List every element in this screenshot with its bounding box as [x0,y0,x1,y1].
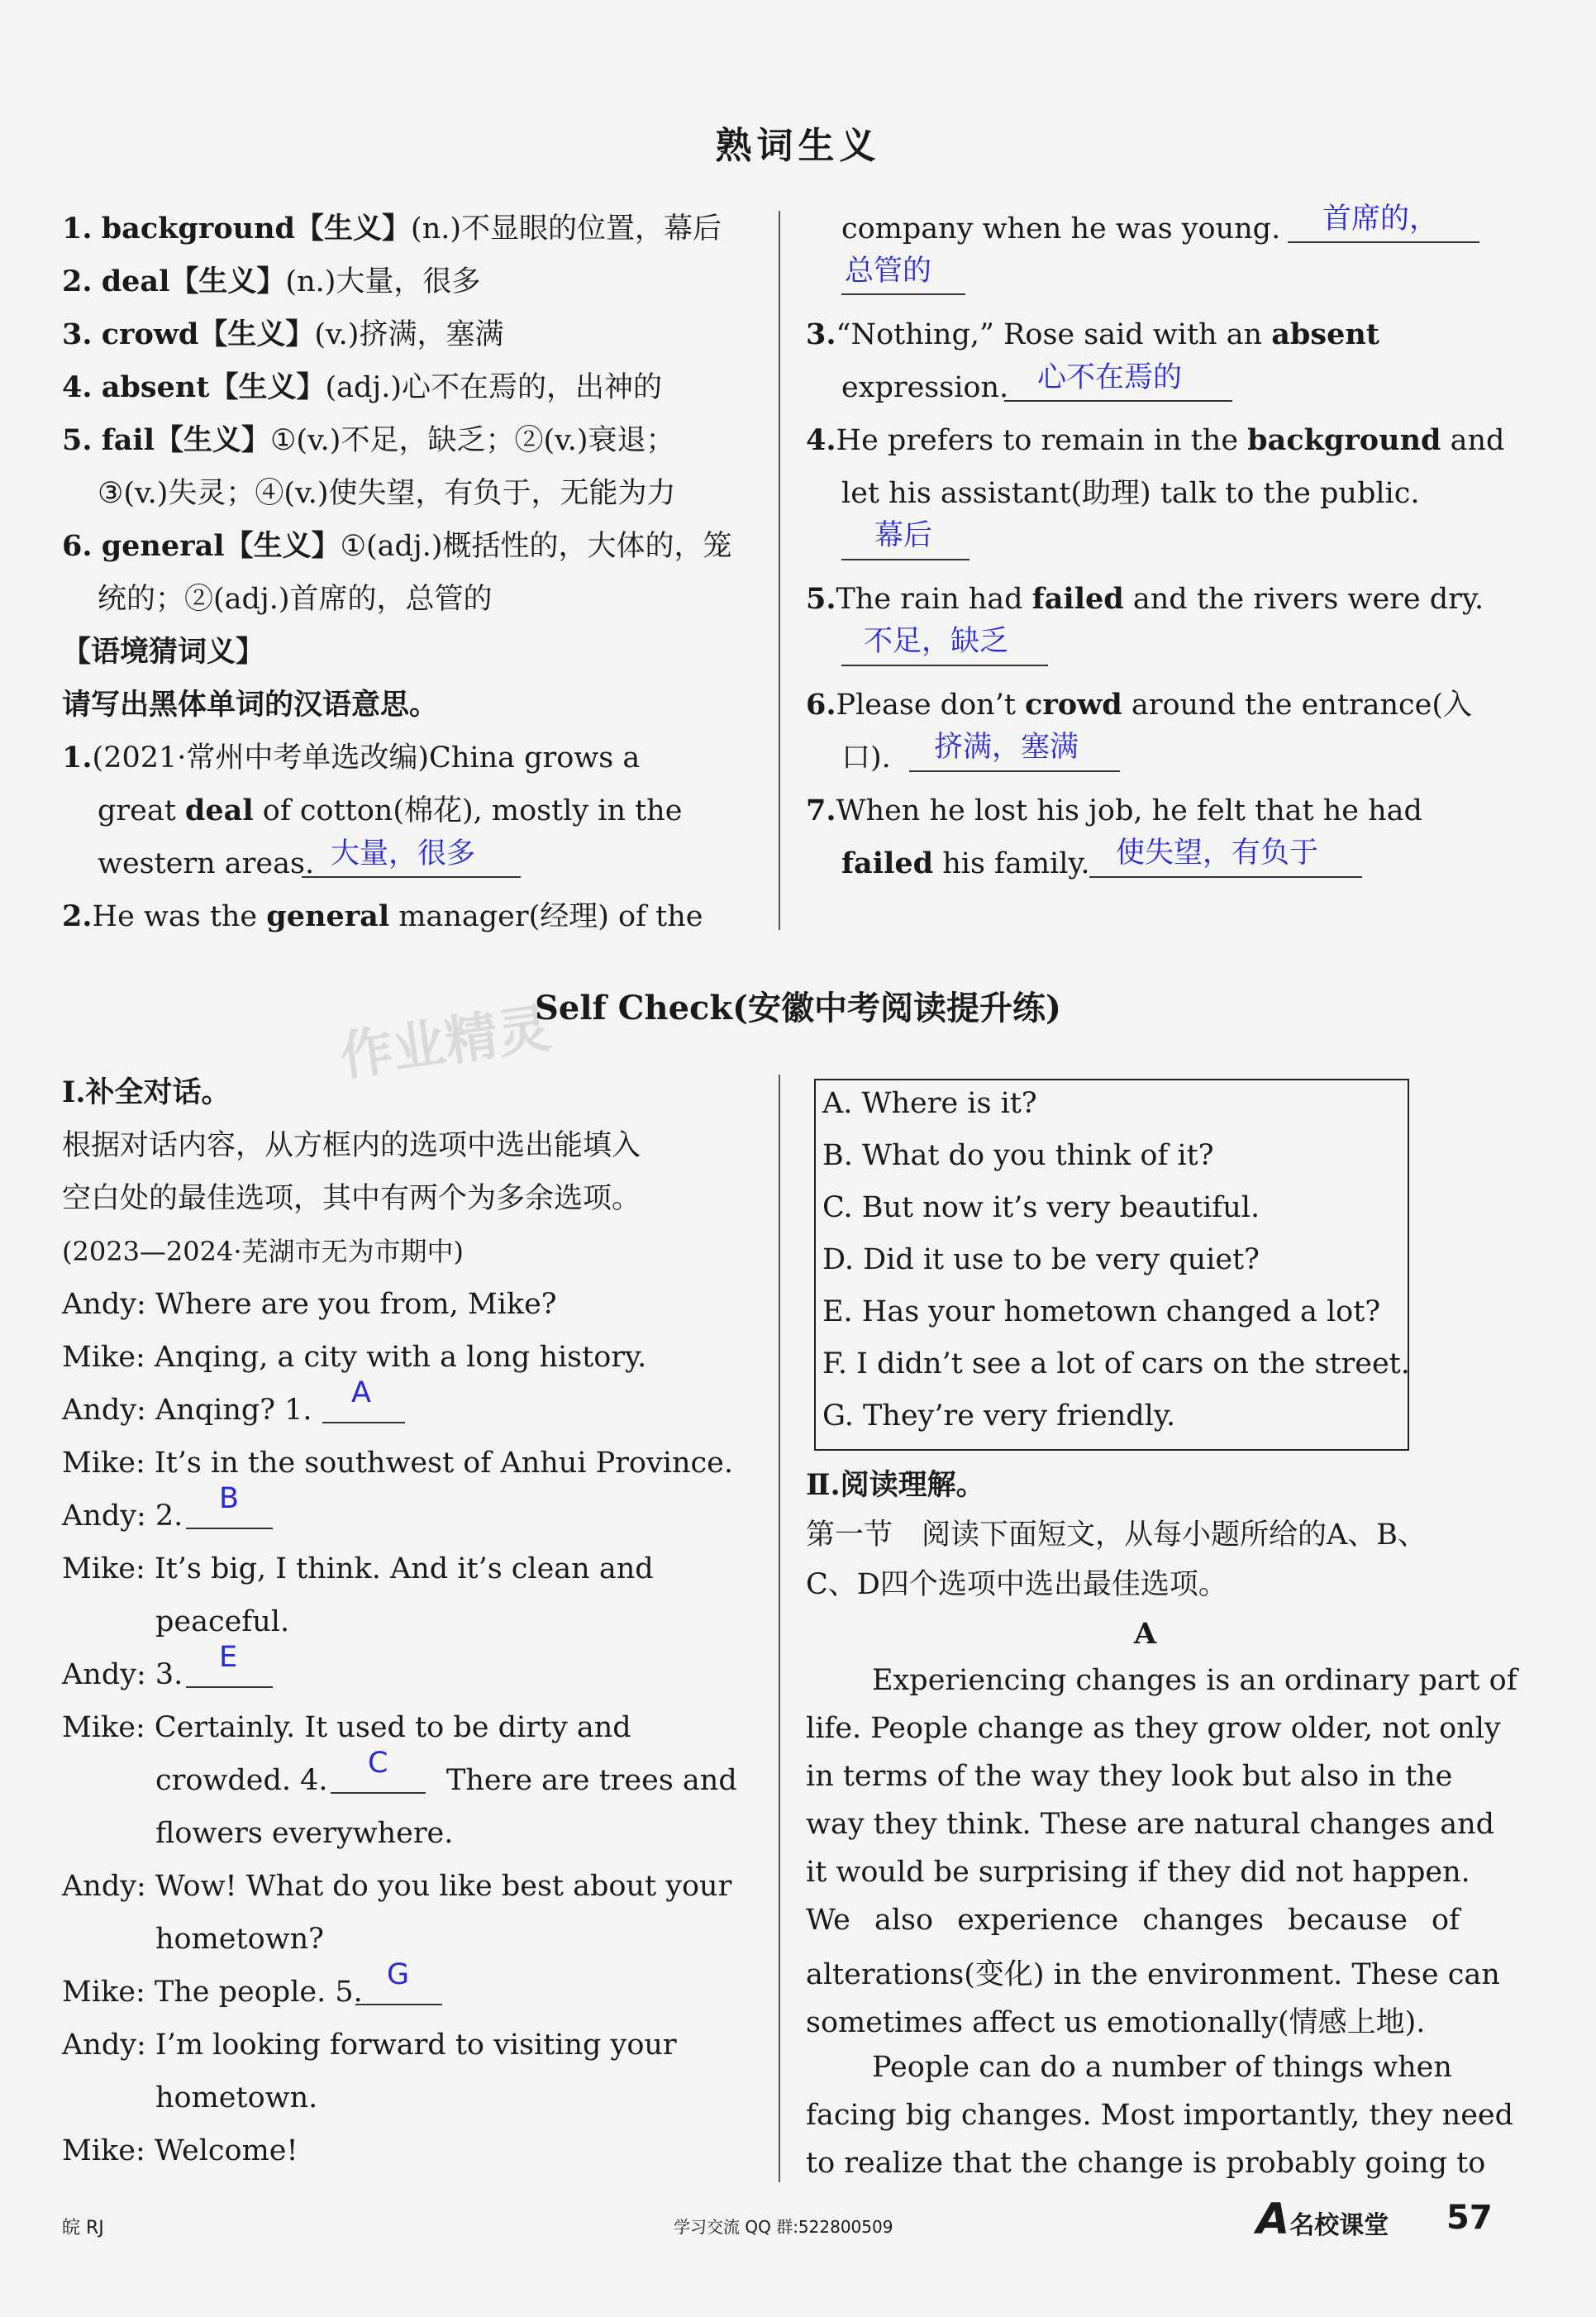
answer-dialogue-3: E [219,1641,238,1674]
vocab-num: 1. [62,212,93,246]
vocab-num: 3. [62,317,93,351]
question-text: When he lost his job, he felt that he had [836,794,1422,827]
passage-line: sometimes affect us emotionally(情感上地). [806,2006,1426,2039]
reading-section-instruction-1: 第一节 阅读下面短文，从每小题所给的A、B、 [806,1518,1427,1552]
context-instruction: 请写出黑体单词的汉语意思。 [62,688,439,722]
footer-qq-group: 学习交流 QQ 群:522800509 [674,2217,893,2237]
passage-line: facing big changes. Most importantly, they need [806,2099,1514,2132]
vocab-tag: 【生义】 [295,212,412,246]
page-title: 熟词生义 [715,125,881,167]
question-number: 7. [806,794,836,827]
context-q1-line3: western areas. [98,847,315,880]
question-text: Please don’t [836,689,1026,722]
vocab-tag: 【生义】 [224,529,341,563]
dialogue-line: Andy: I’m looking forward to visiting your [62,2029,677,2062]
dialogue-line: Mike: It’s big, I think. And it’s clean and [62,1552,654,1585]
vocab-word: deal [101,265,170,298]
passage-line: We also experience changes because of [806,1904,1460,1937]
passage-line: People can do a number of things when [872,2051,1452,2084]
dialogue-line: Mike: It’s in the southwest of Anhui Province. [62,1447,733,1480]
dialogue-heading: Ⅰ.补全对话。 [62,1075,231,1109]
option-f: F. I didn’t see a lot of cars on the street. [822,1347,1410,1380]
answer-blank [841,559,970,560]
column-divider-top [779,211,780,930]
footer-edition: 皖 RJ [62,2218,104,2238]
question-text: his family. [933,847,1090,880]
question-number: 6. [806,688,836,722]
column-divider-bottom [779,1075,780,2182]
passage-line: alterations(变化) in the environment. These can [806,1958,1500,1991]
bold-word: general [266,899,390,933]
dialogue-line: Andy: 2. [62,1499,183,1533]
vocab-num: 6. [62,529,93,563]
answer-q5: 不足，缺乏 [864,625,1009,658]
answer-blank [909,770,1120,772]
vocab-meaning: ①(v.)不足，缺乏；②(v.)衰退； [270,424,675,457]
context-q2-line1 [62,890,703,943]
passage-line: way they think. These are natural changes and [806,1808,1495,1841]
vocab-item-5-cont: ③(v.)失灵；④(v.)使失望，有负于，无能为力 [98,477,676,510]
option-a: A. Where is it? [822,1087,1037,1120]
context-q1-line1 [62,732,640,784]
context-q4-line2: let his assistant(助理) talk to the public. [841,477,1420,510]
passage-line: Experiencing changes is an ordinary part of [872,1664,1517,1697]
reading-section-instruction-2: C、D四个选项中选出最佳选项。 [806,1568,1227,1601]
dialogue-line: peaceful. [155,1605,290,1638]
vocab-item-4 [62,361,662,414]
answer-q3: 心不在焉的 [1037,361,1183,394]
option-g: G. They’re very friendly. [822,1399,1176,1433]
vocab-word: fail [101,423,155,457]
answer-dialogue-5: G [387,1958,410,1991]
context-q7-line2 [841,837,1090,890]
vocab-item-5 [62,414,675,467]
vocab-meaning: (v.)挤满，塞满 [314,318,504,351]
answer-dialogue-1: A [351,1376,371,1409]
question-number: 3. [806,317,836,351]
vocab-item-2 [62,255,480,308]
vocab-item-6 [62,520,732,573]
answer-blank [841,665,1048,666]
answer-q2-a: 首席的， [1322,203,1439,236]
page-number: 57 [1446,2199,1493,2237]
vocab-item-3 [62,308,503,361]
self-check-title: Self Check(安徽中考阅读提升练) [535,989,1061,1027]
vocab-word: general [101,529,225,563]
passage-line: life. People change as they grow older, not only [806,1712,1501,1745]
vocab-num: 2. [62,265,93,298]
watermark-logo: 作业精灵 [336,998,555,1089]
question-text: “Nothing,” Rose said with an [836,318,1272,351]
vocab-meaning: (n.)大量，很多 [285,265,481,298]
vocab-meaning: (n.)不显眼的位置，幕后 [411,212,722,246]
answer-blank [1004,400,1232,402]
question-text: and the rivers were dry. [1123,583,1484,616]
vocab-tag: 【生义】 [155,423,271,457]
dialogue-line: hometown. [155,2081,318,2114]
vocab-num: 4. [62,370,93,404]
brand-name: 名校课堂 [1289,2211,1389,2240]
dialogue-line: There are trees and [446,1764,737,1797]
vocab-word: absent [101,370,210,404]
dialogue-line: Andy: Wow! What do you like best about your [62,1870,732,1903]
bold-word: deal [184,794,254,827]
context-q7-line1 [806,784,1422,837]
vocab-tag: 【生义】 [209,370,326,404]
options-box [814,1079,1409,1451]
vocab-word: crowd [101,317,199,351]
context-q3-line2: expression. [841,371,1009,404]
vocab-meaning: (adj.)心不在焉的，出神的 [325,371,663,404]
question-text: manager(经理) of the [389,900,703,933]
answer-blank [355,2004,442,2005]
question-text: of cotton(棉花), mostly in the [253,794,683,827]
question-text: He was the [92,900,267,933]
bold-word: crowd [1025,688,1122,722]
passage-label: A [1134,1617,1157,1651]
question-text: great [98,794,185,827]
footer-brand-logo: A名校课堂 [1256,2195,1389,2244]
answer-blank [322,1422,405,1423]
dialogue-line: Mike: Certainly. It used to be dirty and [62,1711,631,1744]
answer-dialogue-4: C [368,1747,388,1780]
dialogue-line: crowded. 4. [155,1764,328,1797]
dialogue-instruction-2: 空白处的最佳选项，其中有两个为多余选项。 [62,1182,641,1215]
passage-line: it would be surprising if they did not happen. [806,1856,1470,1889]
option-c: C. But now it’s very beautiful. [822,1191,1260,1224]
bold-word: failed [1031,582,1124,616]
answer-blank [1288,241,1479,243]
passage-line: in terms of the way they look but also in the [806,1760,1453,1793]
dialogue-line: Andy: 3. [62,1658,183,1691]
answer-blank [841,293,965,295]
context-q2-cont: company when he was young. [841,212,1281,246]
question-number: 5. [806,582,836,616]
bold-word: background [1247,423,1441,457]
question-number: 1. [62,741,93,775]
dialogue-line: Andy: Where are you from, Mike? [62,1288,557,1321]
option-e: E. Has your hometown changed a lot? [822,1295,1381,1328]
context-q6-line1 [806,679,1472,732]
answer-dialogue-2: B [219,1482,240,1515]
dialogue-line: Andy: Anqing? 1. [62,1394,312,1427]
dialogue-source: (2023—2024·芜湖市无为市期中) [62,1236,465,1267]
vocab-item-6-cont: 统的；②(adj.)首席的，总管的 [98,583,493,616]
reading-heading: Ⅱ.阅读理解。 [806,1468,985,1502]
answer-q6: 挤满，塞满 [934,731,1079,764]
question-text: and [1441,424,1505,457]
dialogue-line: Mike: Welcome! [62,2134,298,2167]
vocab-meaning: ①(adj.)概括性的，大体的，笼 [340,530,732,563]
context-q6-line2: 口). [841,741,891,775]
dialogue-line: hometown? [155,1923,324,1956]
dialogue-line: flowers everywhere. [155,1817,454,1850]
question-text: He prefers to remain in the [836,424,1248,457]
context-q1-line2 [98,784,682,837]
context-q3-line1 [806,308,1379,361]
question-text: (2021·常州中考单选改编)China grows a [92,741,641,775]
bold-word: absent [1271,317,1379,351]
context-q4-line1 [806,414,1504,467]
answer-blank [302,876,521,878]
option-b: B. What do you think of it? [822,1139,1214,1172]
answer-q1: 大量，很多 [331,837,476,870]
answer-blank [186,1528,273,1529]
passage-line: to realize that the change is probably going to [806,2147,1486,2180]
answer-blank [1089,876,1362,878]
dialogue-instruction-1: 根据对话内容，从方框内的选项中选出能填入 [62,1129,641,1162]
question-text: around the entrance(入 [1122,689,1473,722]
vocab-tag: 【生义】 [169,265,286,298]
question-number: 2. [62,899,93,933]
answer-q2-b: 总管的 [845,255,932,288]
answer-blank [186,1686,273,1688]
vocab-num: 5. [62,423,93,457]
vocab-item-1 [62,203,722,255]
question-number: 4. [806,423,836,457]
vocab-word: background [101,212,296,246]
answer-blank [331,1792,426,1794]
bold-word: failed [841,846,934,880]
answer-q7: 使失望，有负于 [1116,837,1319,870]
context-heading: 【语境猜词义】 [62,635,265,669]
dialogue-line: Mike: Anqing, a city with a long history. [62,1341,647,1374]
question-text: The rain had [836,583,1032,616]
dialogue-line: Mike: The people. 5. [62,1976,363,2009]
option-d: D. Did it use to be very quiet? [822,1243,1260,1276]
vocab-tag: 【生义】 [198,317,315,351]
answer-q4: 幕后 [874,519,933,552]
